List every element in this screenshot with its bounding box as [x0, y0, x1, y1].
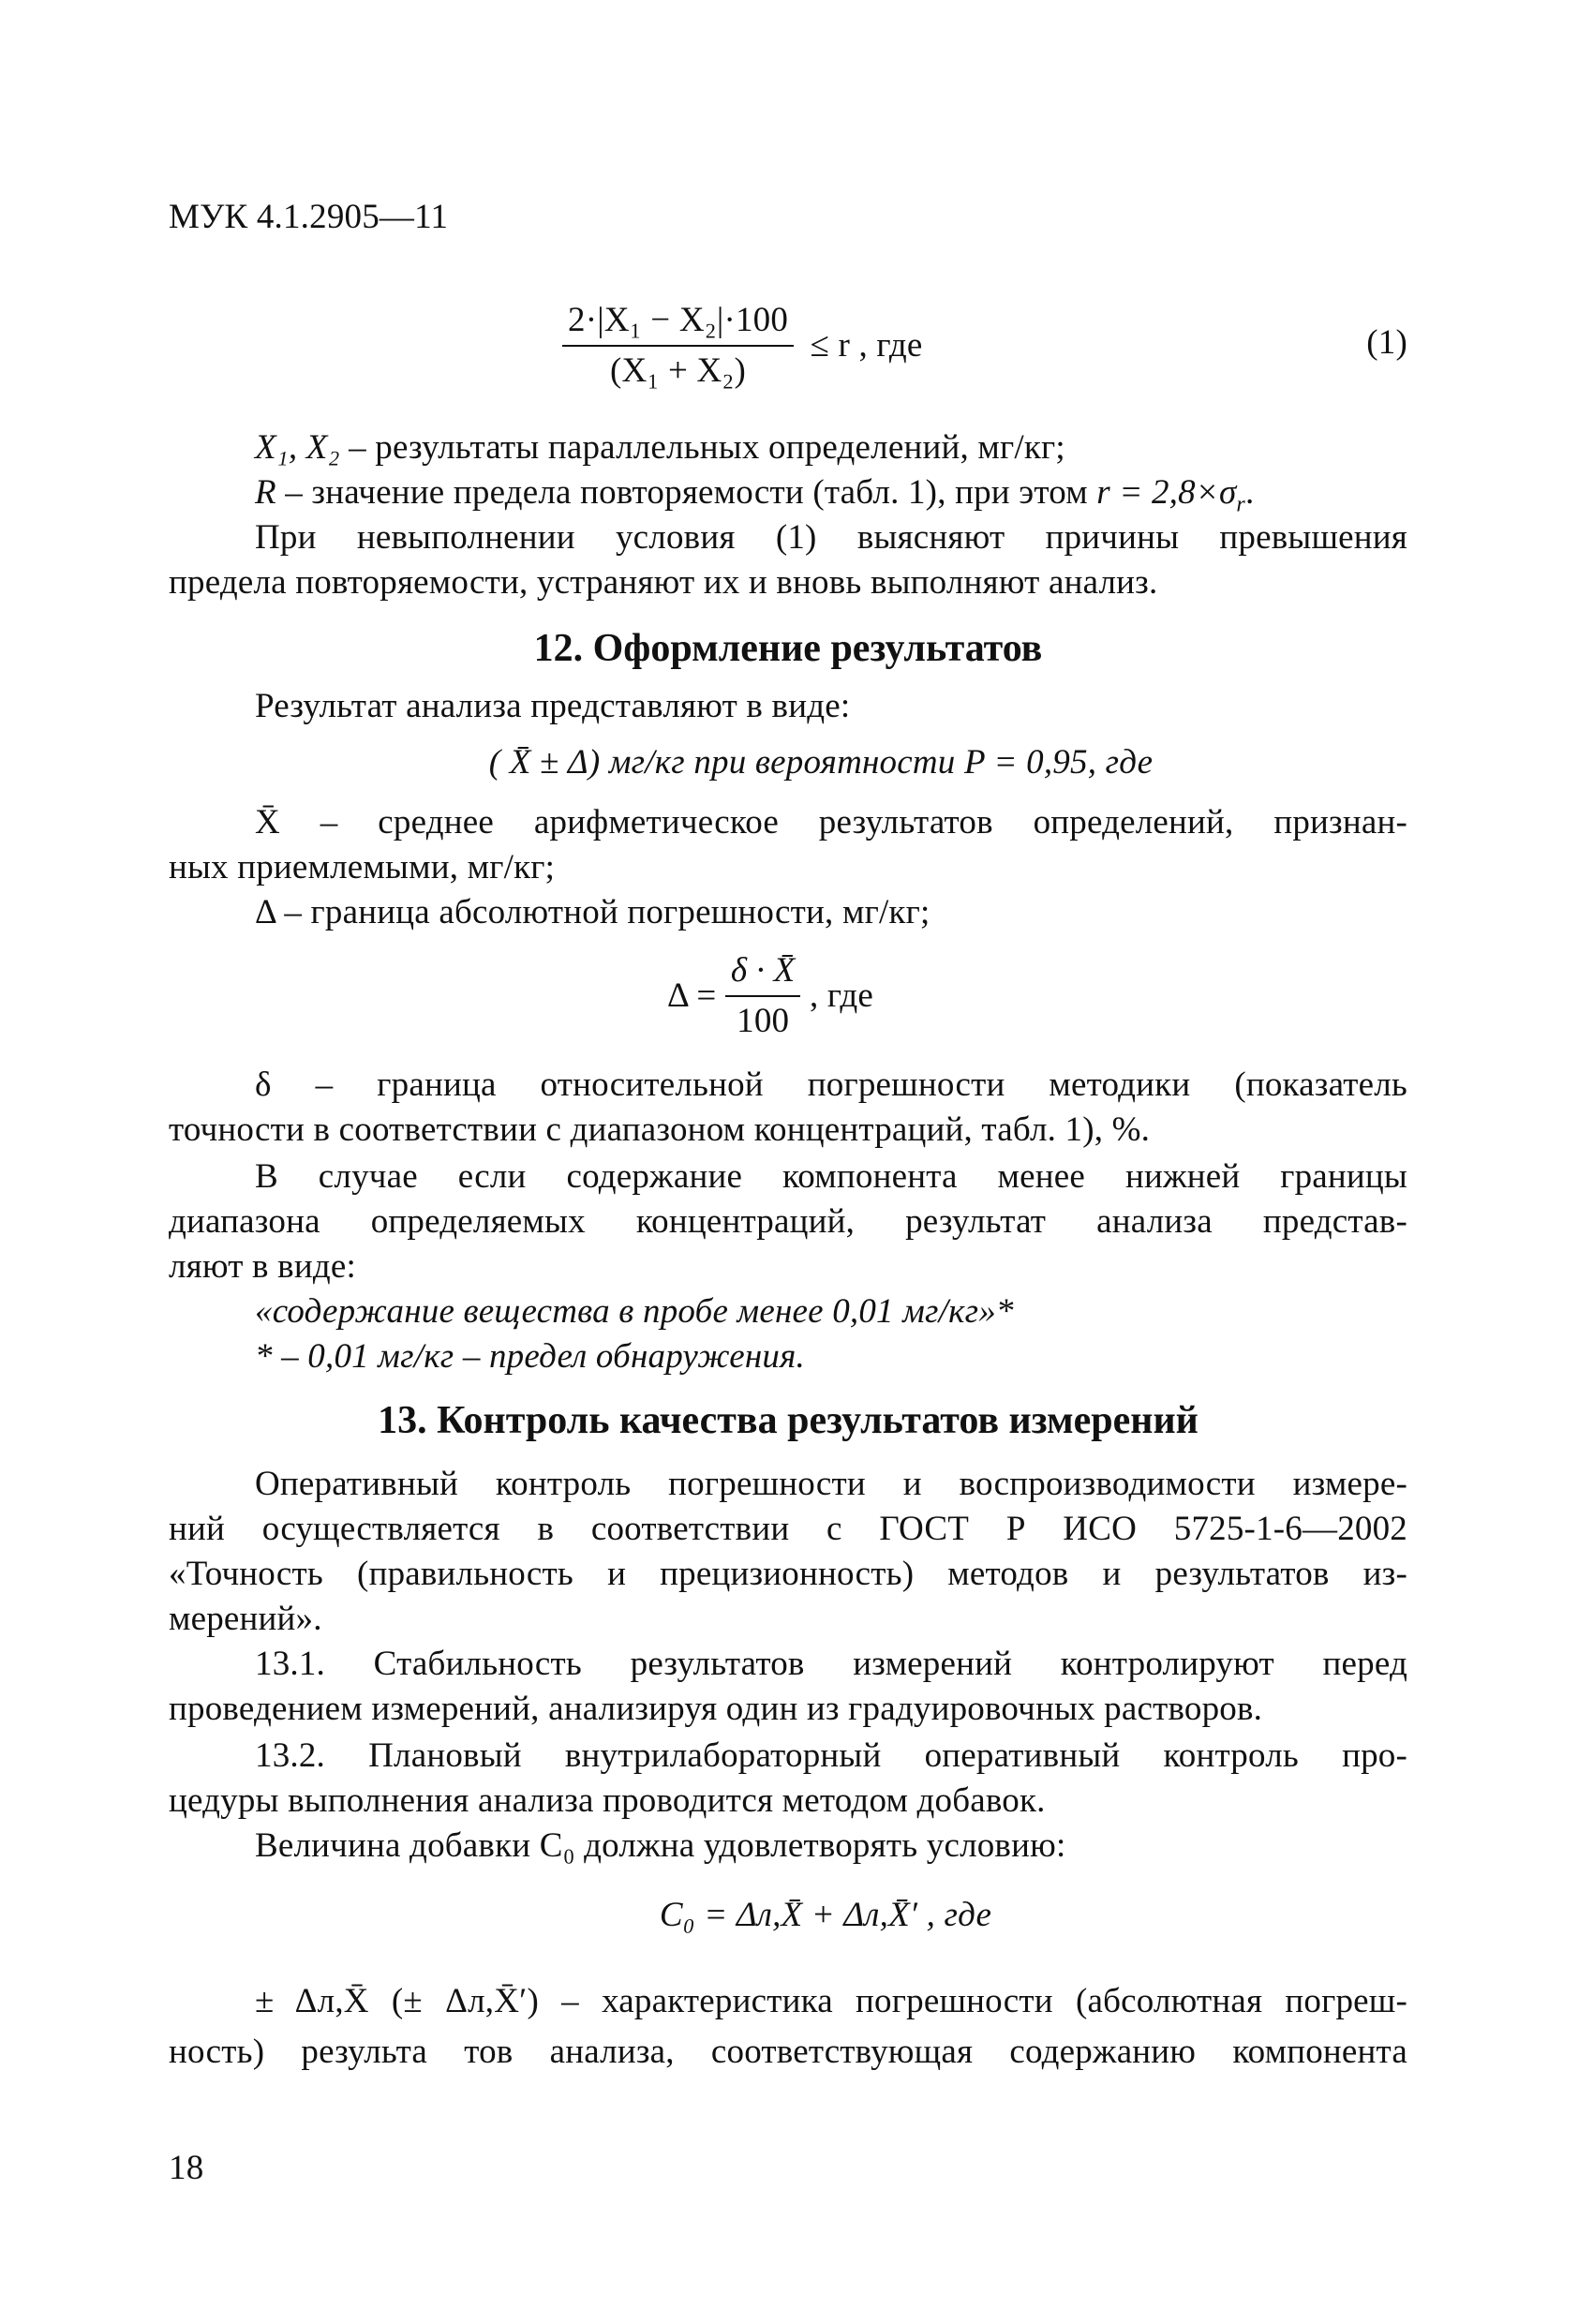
- paragraph-line: ляют в виде:: [169, 1247, 356, 1286]
- paragraph-line: точности в соответствии с диапазоном концентраций, табл. 1), %.: [169, 1110, 1151, 1149]
- formula-rhs: ≤ r , где: [810, 326, 923, 365]
- paragraph-line: δ – граница относительной погрешности методики (показатель: [255, 1065, 1407, 1104]
- definition-text: – значение предела повторяемости (табл. 1), при этом: [275, 473, 1097, 512]
- paragraph-line: X̄ – среднее арифметическое результатов определений, признан-: [255, 803, 1407, 842]
- formula-delta-rhs: , где: [809, 976, 874, 1015]
- paragraph-line: цедуры выполнения анализа проводится методом добавок.: [169, 1781, 1046, 1820]
- footnote-line: * – 0,01 мг/кг – предел обнаружения.: [255, 1337, 805, 1376]
- section-12-title: 12. Оформление результатов: [533, 627, 1043, 670]
- formula-fraction: [562, 298, 794, 394]
- symbol-r: R: [255, 473, 276, 512]
- paragraph-line: мерений».: [169, 1600, 322, 1638]
- quote-line: «содержание вещества в пробе менее 0,01 мг/кг»*: [255, 1292, 1014, 1331]
- formula-delta: [667, 948, 873, 1044]
- definition-x1-x2: [255, 425, 1407, 470]
- formula-delta-lhs: Δ =: [667, 976, 717, 1015]
- paragraph-line: Величина добавки C₀ должна удовлетворять условию:: [255, 1826, 1066, 1865]
- formula-numerator: δ · X̄: [725, 948, 801, 997]
- paragraph-line: ность) результа тов анализа, соответствующая содержанию компонента: [169, 2033, 1407, 2071]
- paragraph-line: ных приемлемыми, мг/кг;: [169, 848, 556, 886]
- section-13-title: 13. Контроль качества результатов измерений: [378, 1399, 1198, 1442]
- paragraph-line: Δ – граница абсолютной погрешности, мг/кг;: [255, 893, 930, 931]
- paragraph-line: Оперативный контроль погрешности и воспроизводимости измере-: [255, 1465, 1407, 1503]
- formula-c0: C₀ = Δл,X̄ + Δл,X̄′ , где: [659, 1896, 992, 1934]
- paragraph-line: «Точность (правильность и прецизионность) методов и результатов из-: [169, 1555, 1407, 1593]
- equation-number: (1): [1366, 323, 1407, 362]
- paragraph-line: ний осуществляется в соответствии с ГОСТ Р ИСО 5725-1-6—2002: [169, 1510, 1407, 1548]
- paragraph-line: ± Δл,X̄ (± Δл,X̄′) – характеристика погрешности (абсолютная погреш-: [255, 1982, 1407, 2020]
- paragraph-line: 13.1. Стабильность результатов измерений контролируют перед: [255, 1645, 1407, 1683]
- paragraph-line: диапазона определяемых концентраций, результат анализа представ-: [169, 1202, 1407, 1241]
- result-formula-text: ( X̄ ± Δ) мг/кг при вероятности P = 0,95, где: [488, 743, 1154, 782]
- paragraph-line: проведением измерений, анализируя один из градуировочных растворов.: [169, 1690, 1263, 1728]
- paragraph-line: При невыполнении условия (1) выясняют причины превышения: [255, 518, 1407, 557]
- result-formula: [234, 740, 1407, 785]
- page-number: 18: [169, 2149, 204, 2187]
- formula-repeatability: [562, 298, 923, 394]
- definition-text: – результаты параллельных определений, мг/кг;: [339, 428, 1065, 467]
- paragraph-line: В случае если содержание компонента менее нижней границы: [255, 1157, 1407, 1196]
- punctuation: .: [1244, 473, 1255, 512]
- symbol-x1-x2: X₁, X₂: [255, 428, 340, 467]
- paragraph-line: 13.2. Плановый внутрилабораторный оперативный контроль про-: [255, 1736, 1407, 1775]
- paragraph-line: предела повторяемости, устраняют их и вновь выполняют анализ.: [169, 563, 1158, 602]
- formula-denominator: (X₁ + X₂): [610, 351, 747, 390]
- document-header: МУК 4.1.2905—11: [169, 198, 449, 236]
- formula-r: r = 2,8×σ: [1096, 473, 1237, 512]
- formula-fraction: [725, 948, 801, 1044]
- formula-denominator: 100: [737, 1002, 790, 1040]
- formula-subscript: r: [1236, 492, 1245, 517]
- paragraph-line: Результат анализа представляют в виде:: [255, 687, 851, 725]
- formula-numerator: 2·|X₁ − X₂|·100: [562, 298, 794, 347]
